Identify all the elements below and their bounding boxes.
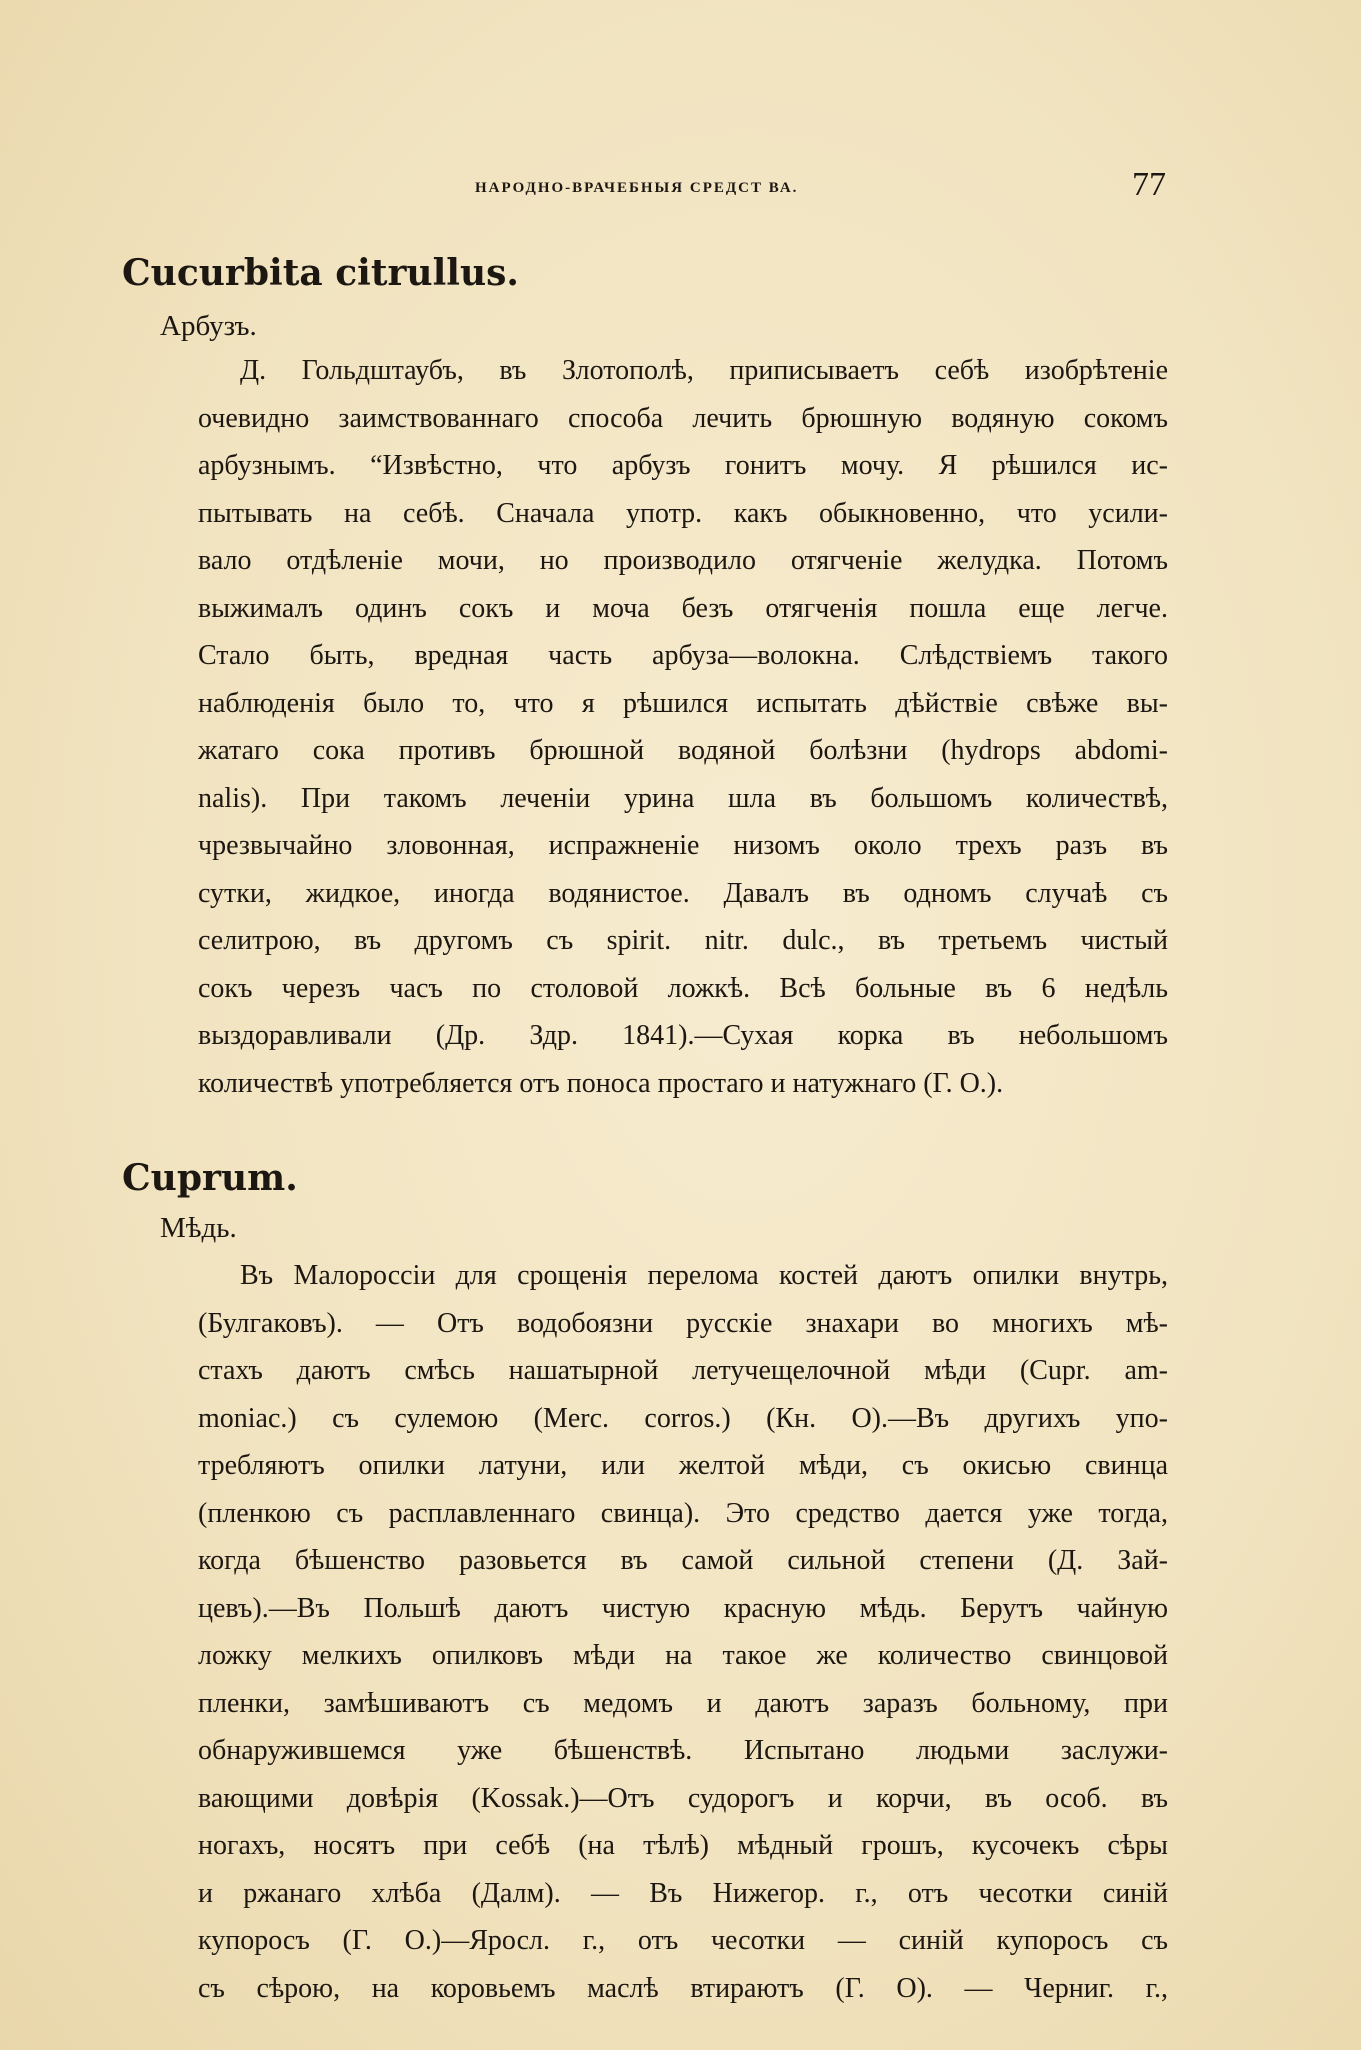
- text-line: съ сѣрою, на коровьемъ маслѣ втираютъ (Г. О). — Черниг. г.,: [198, 1972, 1168, 2004]
- text-line: наблюденія было то, что я рѣшился испытать дѣйствіе свѣже вы-: [198, 687, 1168, 719]
- running-title: НАРОДНО-ВРАЧЕБНЫЯ СРЕДСТ ВА.: [475, 180, 799, 196]
- text-line: купоросъ (Г. О.)—Яросл. г., отъ чесотки — синій купоросъ съ: [198, 1925, 1168, 1956]
- paragraph-cucurbita: [198, 347, 1168, 1107]
- text-line: сутки, жидкое, иногда водянистое. Давалъ въ одномъ случаѣ съ: [198, 877, 1168, 909]
- text-line: выздоравливали (Др. Здр. 1841).—Сухая корка въ небольшомъ: [198, 1020, 1168, 1051]
- text-line: (Булгаковъ). — Отъ водобоязни русскіе знахари во многихъ мѣ-: [198, 1307, 1168, 1339]
- text-line: цевъ).—Въ Польшѣ даютъ чистую красную мѣдь. Берутъ чайную: [198, 1592, 1168, 1624]
- text-line: ложку мелкихъ опилковъ мѣди на такое же количество свинцовой: [198, 1640, 1168, 1671]
- text-line: выжималъ одинъ сокъ и моча безъ отягченія пошла еще легче.: [198, 592, 1168, 624]
- text-line: стахъ даютъ смѣсь нашатырной летучещелочной мѣди (Cupr. am-: [198, 1355, 1168, 1386]
- section-subheading-arbuz: Арбузъ.: [160, 310, 257, 342]
- text-line: пленки, замѣшиваютъ съ медомъ и даютъ заразъ больному, при: [198, 1687, 1168, 1719]
- text-line: сокъ черезъ часъ по столовой ложкѣ. Всѣ больные въ 6 недѣль: [198, 972, 1168, 1004]
- text-line: очевидно заимствованнаго способа лечить брюшную водяную сокомъ: [198, 402, 1168, 434]
- text-line: (пленкою съ расплавленнаго свинца). Это средство дается уже тогда,: [198, 1497, 1168, 1529]
- section-heading-cuprum: Cuprum.: [122, 1157, 298, 1199]
- section-heading-cucurbita: Cucurbita citrullus.: [122, 252, 519, 294]
- text-line: вало отдѣленіе мочи, но производило отягченіе желудка. Потомъ: [198, 545, 1168, 576]
- text-line: moniac.) съ сулемою (Merc. corros.) (Кн. О).—Въ другихъ упо-: [198, 1402, 1168, 1434]
- text-line: nalis). При такомъ леченіи урина шла въ большомъ количествѣ,: [198, 782, 1168, 814]
- text-line: арбузнымъ. “Извѣстно, что арбузъ гонитъ мочу. Я рѣшился ис-: [198, 450, 1168, 481]
- text-line: требляютъ опилки латуни, или желтой мѣди, съ окисью свинца: [198, 1450, 1168, 1481]
- text-line: чрезвычайно зловонная, испражненіе низомъ около трехъ разъ въ: [198, 830, 1168, 861]
- text-line: Въ Малороссіи для срощенія перелома костей даютъ опилки внутрь,: [240, 1260, 1168, 1291]
- section-subheading-med: Мѣдь.: [160, 1212, 237, 1244]
- text-line: количествѣ употребляется отъ поноса простаго и натужнаго (Г. О.).: [198, 1067, 1004, 1099]
- text-line: Д. Гольдштаубъ, въ Злотополѣ, приписываетъ себѣ изобрѣтеніе: [240, 355, 1168, 386]
- text-line: и ржанаго хлѣба (Далм). — Въ Нижегор. г., отъ чесотки синій: [198, 1877, 1168, 1909]
- text-line: когда бѣшенство разовьется въ самой сильной степени (Д. Зай-: [198, 1545, 1168, 1576]
- text-line: жатаго сока противъ брюшной водяной болѣзни (hydrops abdomi-: [198, 735, 1168, 766]
- paragraph-cuprum: [198, 1252, 1168, 2012]
- text-line: селитрою, въ другомъ съ spirit. nitr. dulc., въ третьемъ чистый: [198, 925, 1168, 956]
- text-line: Стало быть, вредная часть арбуза—волокна. Слѣдствіемъ такого: [198, 640, 1168, 671]
- page-number: 77: [1132, 166, 1166, 203]
- text-line: пытывать на себѣ. Сначала употр. какъ обыкновенно, что усили-: [198, 497, 1168, 529]
- text-line: обнаружившемся уже бѣшенствѣ. Испытано людьми заслужи-: [198, 1735, 1168, 1766]
- text-line: ногахъ, носятъ при себѣ (на тѣлѣ) мѣдный грошъ, кусочекъ сѣры: [198, 1830, 1168, 1861]
- text-line: вающими довѣрія (Kossak.)—Отъ судорогъ и корчи, въ особ. въ: [198, 1782, 1168, 1814]
